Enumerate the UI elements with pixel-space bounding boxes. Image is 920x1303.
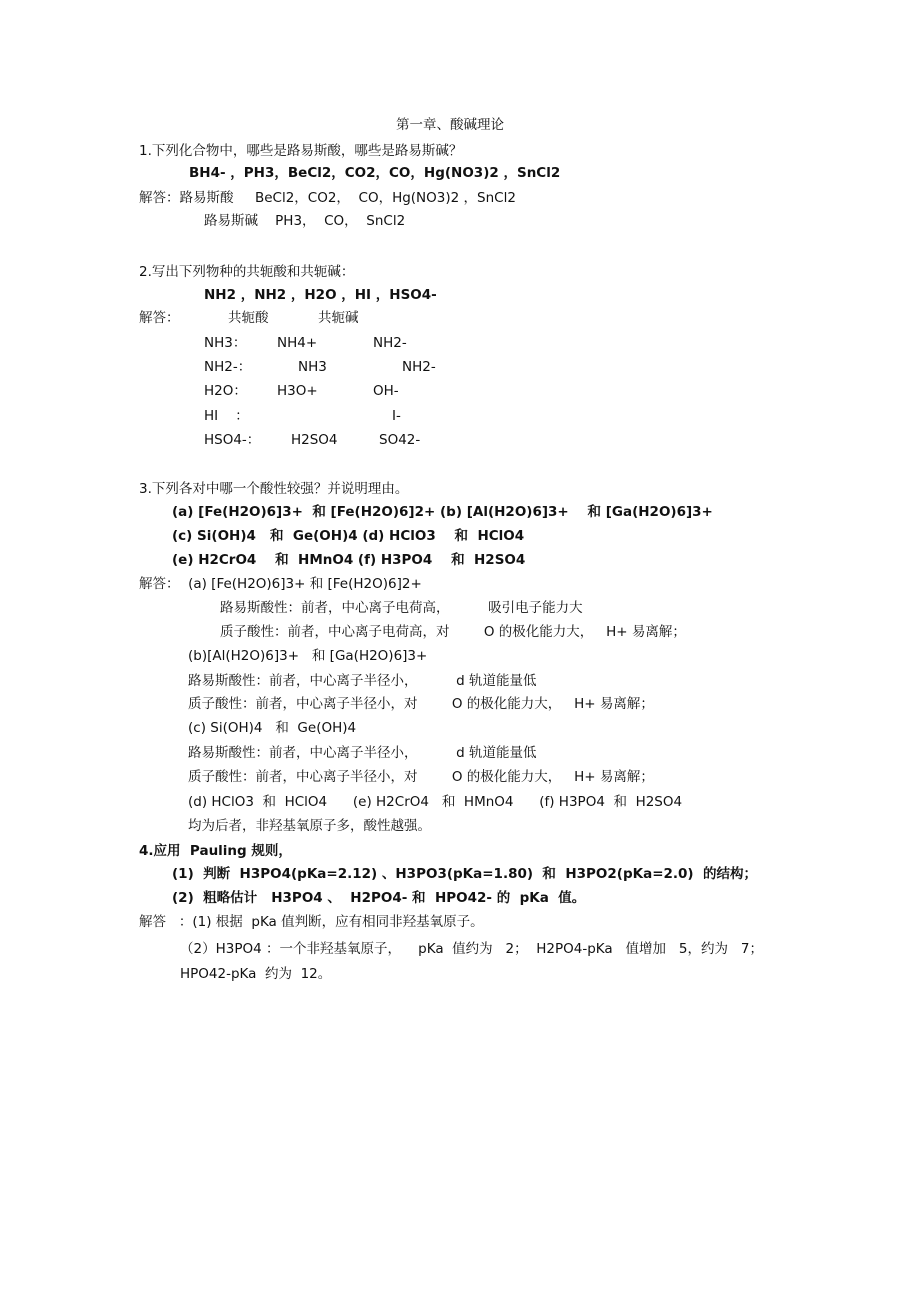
- q3-b-proton: 质子酸性：前者，中心离子半径小，对 O 的极化能力大， H+ 易离解；: [188, 696, 654, 712]
- q3-c-lewis: 路易斯酸性：前者，中心离子半径小， d 轨道能量低: [188, 745, 537, 761]
- q3-question: 3.下列各对中哪一个酸性较强？并说明理由。: [139, 481, 409, 497]
- q2-row-species: HSO4-：: [204, 432, 261, 448]
- q3-pair-line: (e) H2CrO4 和 HMnO4 (f) H3PO4 和 H2SO4: [172, 552, 526, 568]
- q4-answer3: HPO42-pKa 约为 12。: [180, 966, 332, 982]
- q3-a-proton: 质子酸性：前者，中心离子电荷高，对 O 的极化能力大， H+ 易离解；: [220, 624, 686, 640]
- q2-row-base: SO42-: [379, 432, 421, 448]
- q2-row-species: NH2-：: [204, 359, 252, 375]
- q2-row-species: HI ：: [204, 408, 249, 424]
- q3-def-head: (d) HClO3 和 HClO4 (e) H2CrO4 和 HMnO4 (f) H3PO4 和 H2SO4: [188, 794, 683, 810]
- q3-c-proton: 质子酸性：前者，中心离子半径小，对 O 的极化能力大， H+ 易离解；: [188, 769, 654, 785]
- q2-row-acid: H2SO4: [291, 432, 338, 448]
- q1-question: 1.下列化合物中，哪些是路易斯酸，哪些是路易斯碱？: [139, 143, 463, 159]
- q4-part2: (2) 粗略估计 H3PO4 、 H2PO4- 和 HPO42- 的 pKa 值。: [172, 890, 586, 906]
- q2-answer-label: 解答：: [139, 310, 180, 326]
- q4-answer2: （2）H3PO4 ：一个非羟基氧原子， pKa 值约为 2； H2PO4-pKa 值增加 5，约为 7；: [180, 941, 763, 957]
- q4-part1: (1) 判断 H3PO4(pKa=2.12) 、H3PO3(pKa=1.80) 和 H3PO2(pKa=2.0) 的结构；: [172, 866, 757, 882]
- q3-b-head: (b)[Al(H2O)6]3+ 和 [Ga(H2O)6]3+: [188, 648, 428, 664]
- q3-pair-line: (c) Si(OH)4 和 Ge(OH)4 (d) HClO3 和 HClO4: [172, 528, 525, 544]
- q3-def-answer: 均为后者，非羟基氧原子多，酸性越强。: [188, 818, 431, 834]
- q3-a-lewis: 路易斯酸性：前者，中心离子电荷高， 吸引电子能力大: [220, 600, 583, 616]
- q2-col-acid: 共轭酸: [228, 310, 269, 326]
- q3-answer-a: 解答： (a) [Fe(H2O)6]3+ 和 [Fe(H2O)6]2+: [139, 576, 422, 592]
- q1-answer-acid: 解答：路易斯酸 BeCl2，CO2， CO，Hg(NO3)2 ，SnCl2: [139, 190, 516, 206]
- q2-question: 2.写出下列物种的共轭酸和共轭碱：: [139, 264, 355, 280]
- q2-row-acid: NH3: [298, 359, 327, 375]
- q1-compounds: BH4- ，PH3，BeCl2，CO2，CO，Hg(NO3)2 ，SnCl2: [189, 165, 561, 181]
- q2-row-acid: NH4+: [277, 335, 318, 351]
- q2-row-acid: H3O+: [277, 383, 318, 399]
- q2-row-base: NH2-: [402, 359, 436, 375]
- q2-row-species: NH3：: [204, 335, 247, 351]
- q3-b-lewis: 路易斯酸性：前者，中心离子半径小， d 轨道能量低: [188, 673, 537, 689]
- q2-row-base: I-: [392, 408, 401, 424]
- q2-col-base: 共轭碱: [318, 310, 359, 326]
- q4-question: 4.应用 Pauling 规则，: [139, 843, 292, 859]
- q2-row-base: OH-: [373, 383, 399, 399]
- page-title: 第一章、酸碱理论: [396, 117, 504, 133]
- q4-answer1: 解答 ：(1) 根据 pKa 值判断，应有相同非羟基氧原子。: [139, 914, 484, 930]
- q2-row-species: H2O：: [204, 383, 247, 399]
- q2-species: NH2 ，NH2 ，H2O ，HI ，HSO4-: [204, 287, 437, 303]
- q3-c-head: (c) Si(OH)4 和 Ge(OH)4: [188, 720, 357, 736]
- q2-row-base: NH2-: [373, 335, 407, 351]
- q1-answer-base: 路易斯碱 PH3， CO， SnCl2: [204, 213, 406, 229]
- q3-pair-line: (a) [Fe(H2O)6]3+ 和 [Fe(H2O)6]2+ (b) [Al(H2O)6]3+ 和 [Ga(H2O)6]3+: [172, 504, 713, 520]
